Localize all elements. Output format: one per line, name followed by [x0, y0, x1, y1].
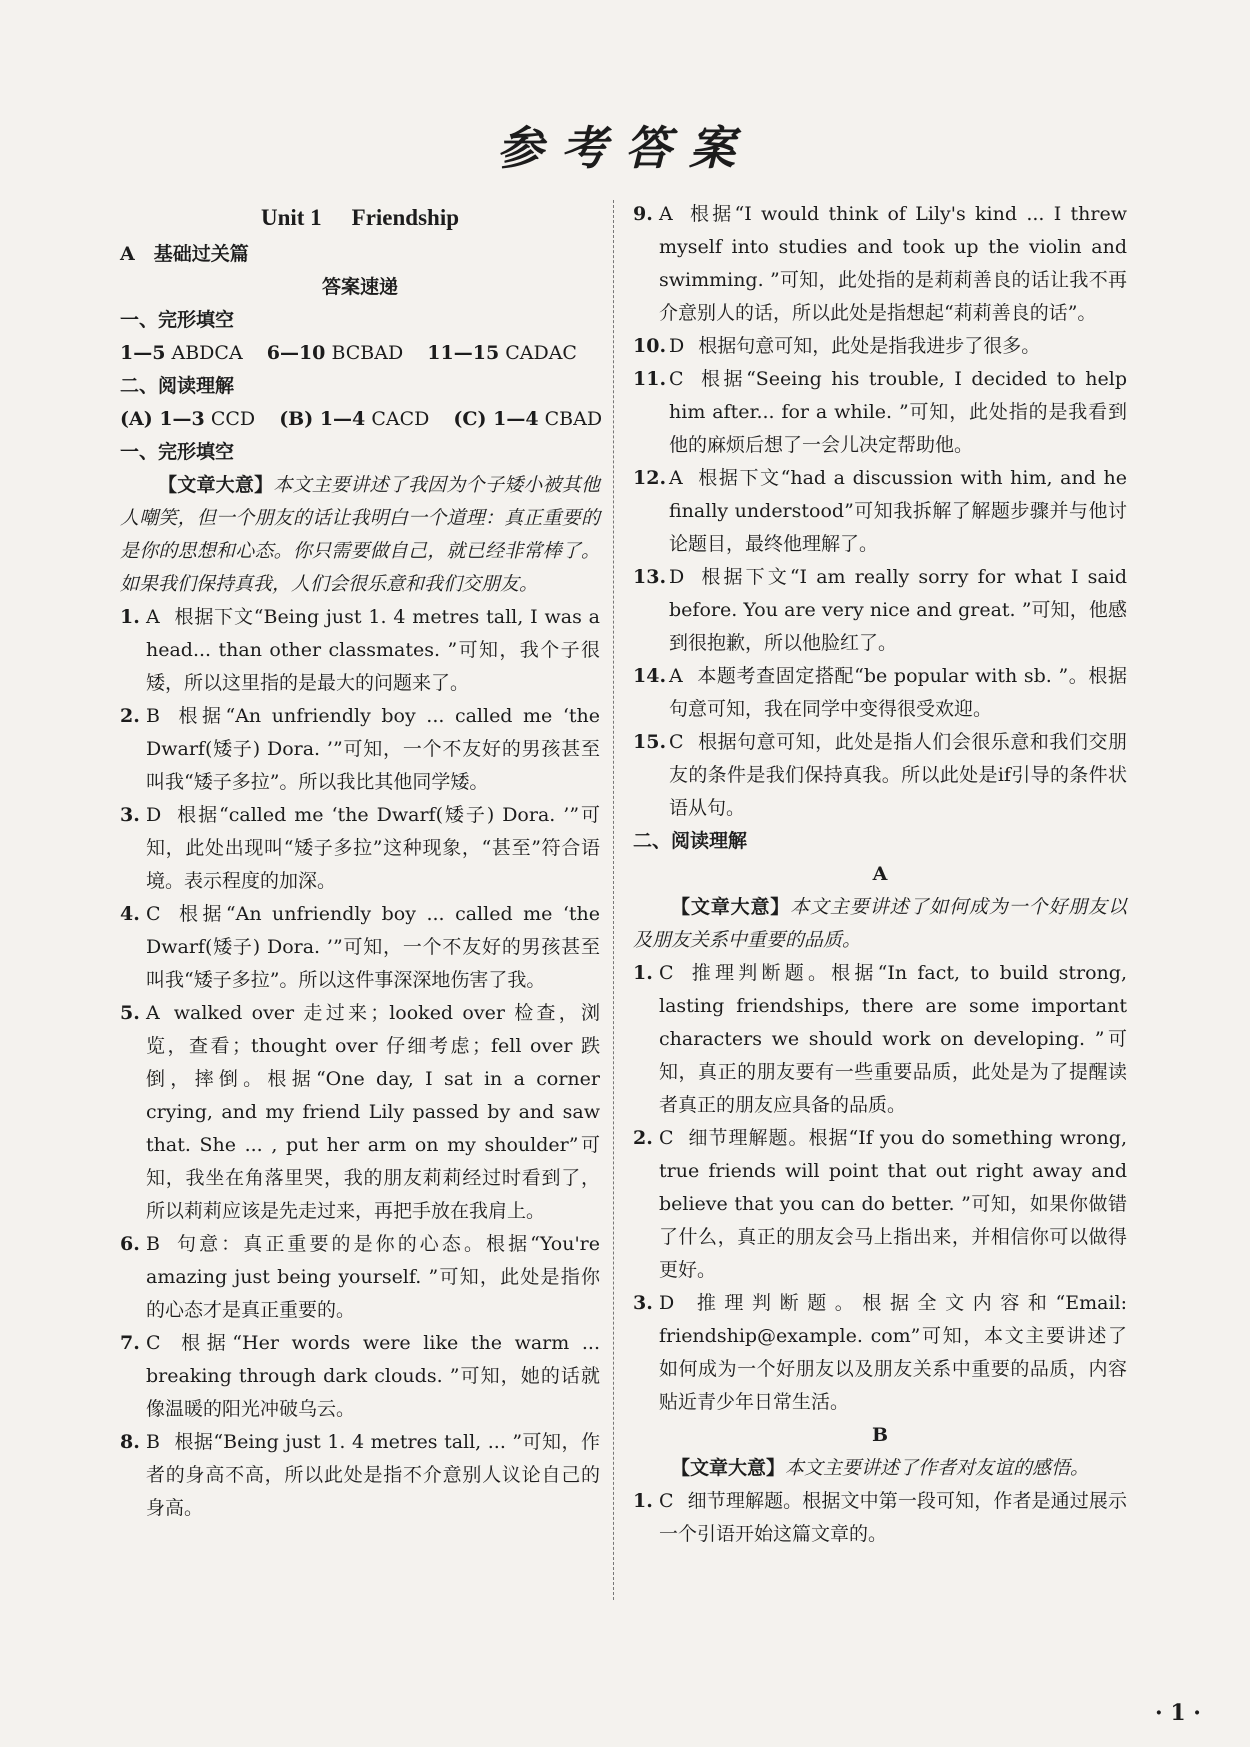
- item-number: 2.: [633, 1127, 653, 1149]
- answer-item: [120, 799, 600, 898]
- item-number: 12.: [633, 467, 667, 489]
- reading-detail-heading: 二、阅读理解: [633, 830, 748, 852]
- reading-answer-line: [120, 403, 603, 436]
- item-explanation: 根据下文“had a discussion with him, and he finally understood”可知我拆解了解题步骤并与他讨论题目，最终他理解了。: [669, 467, 1127, 555]
- item-choice: B: [146, 1233, 160, 1255]
- passage-a-heading: A: [872, 863, 888, 885]
- item-number: 9.: [633, 203, 653, 225]
- item-choice: C: [146, 903, 161, 925]
- answer-item: [633, 957, 1127, 1122]
- answer-range: 11—15: [427, 342, 500, 364]
- item-number: 5.: [120, 1002, 140, 1024]
- answer-item: [633, 198, 1127, 330]
- item-explanation: 句意：真正重要的是你的心态。根据“You're amazing just being yourself. ”可知，此处是指你的心态才是真正重要的。: [146, 1233, 600, 1321]
- item-choice: D: [146, 804, 162, 826]
- item-explanation: 推理判断题。根据全文内容和“Email: friendship@example. com”可知，本文主要讲述了如何成为一个好朋友以及朋友关系中重要的品质，内容贴近青少年日常生活。: [659, 1292, 1127, 1413]
- item-explanation: 细节理解题。根据文中第一段可知，作者是通过展示一个引语开始这篇文章的。: [659, 1490, 1127, 1545]
- answer-key: CADAC: [505, 342, 577, 364]
- item-number: 4.: [120, 903, 140, 925]
- item-explanation: 推理判断题。根据“In fact, to build strong, lasting friendships, there are some important characters we should work on developing. ”可知，真正的朋友要有一些重要品质，此处是为了提醒读者真正的朋友应具备的品质。: [659, 962, 1127, 1116]
- answer-range: (B) 1—4: [279, 408, 366, 430]
- left-column: [120, 198, 603, 1525]
- summary-text: 本文主要讲述了如何成为一个好朋友以及朋友关系中重要的品质。: [633, 896, 1127, 951]
- answer-key: CCD: [210, 408, 256, 430]
- item-number: 1.: [633, 1490, 653, 1512]
- item-choice: C: [669, 731, 684, 753]
- answer-item: [120, 898, 600, 997]
- item-explanation: 根据“I would think of Lily's kind ... I threw myself into studies and took up the violin and swimming. ”可知，此处指的是莉莉善良的话让我不再介意别人的话，所以此处是指想起“莉莉善良的话”。: [659, 203, 1127, 324]
- answer-key: BCBAD: [331, 342, 404, 364]
- unit-name: Friendship: [351, 205, 460, 230]
- item-explanation: 根据句意可知，此处是指人们会很乐意和我们交朋友的条件是我们保持真我。所以此处是if引导的条件状语从句。: [669, 731, 1127, 819]
- item-choice: D: [659, 1292, 675, 1314]
- item-choice: C: [659, 1490, 674, 1512]
- answer-item: [633, 330, 1127, 363]
- answer-range: 6—10: [266, 342, 326, 364]
- item-explanation: 根据句意可知，此处是指我进步了很多。: [698, 335, 1041, 357]
- item-explanation: 根据“Her words were like the warm ... breaking through dark clouds. ”可知，她的话就像温暖的阳光冲破乌云。: [146, 1332, 600, 1420]
- summary-lead: 【文章大意】: [671, 896, 791, 918]
- answer-range: (A) 1—3: [120, 408, 205, 430]
- answer-key: ABDCA: [171, 342, 243, 364]
- item-number: 2.: [120, 705, 140, 727]
- item-explanation: walked over 走过来；looked over 检查，浏览，查看；thought over 仔细考虑；fell over 跌倒，摔倒。根据“One day, I sat in a corner crying, and my friend Lily passed by and saw that. She ... , put her arm on my shoulder”可知，我坐在角落里哭，我的朋友莉莉经过时看到了，所以莉莉应该是先走过来，再把手放在我肩上。: [146, 1002, 600, 1222]
- quick-answers-heading: 答案速递: [321, 276, 398, 298]
- answer-item: [120, 1228, 600, 1327]
- item-explanation: 根据“Being just 1. 4 metres tall, ... ”可知，作者的身高不高，所以此处是指不介意别人议论自己的身高。: [146, 1431, 600, 1519]
- item-explanation: 根据下文“I am really sorry for what I said before. You are very nice and great. ”可知，他感到很抱歉，所以他脸红了。: [669, 566, 1127, 654]
- answer-item: [120, 700, 600, 799]
- item-explanation: 根据“An unfriendly boy ... called me ‘the Dwarf(矮子) Dora. ’”可知，一个不友好的男孩甚至叫我“矮子多拉”。所以我比其他同学矮。: [146, 705, 600, 793]
- item-choice: A: [669, 665, 683, 687]
- answer-item: [120, 1327, 600, 1426]
- item-explanation: 根据“Seeing his trouble, I decided to help him after... for a while. ”可知，此处指的是我看到他的麻烦后想了一会儿决定帮助他。: [669, 368, 1127, 456]
- unit-title: [120, 198, 600, 238]
- cloze-answer-line: [120, 337, 600, 370]
- item-number: 10.: [633, 335, 667, 357]
- item-choice: A: [146, 1002, 160, 1024]
- item-number: 1.: [120, 606, 140, 628]
- page-title: 参考答案: [497, 121, 753, 175]
- item-number: 13.: [633, 566, 667, 588]
- item-choice: B: [146, 1431, 160, 1453]
- answer-item: [633, 363, 1127, 462]
- answer-range: (C) 1—4: [453, 408, 539, 430]
- item-number: 1.: [633, 962, 653, 984]
- item-number: 3.: [633, 1292, 653, 1314]
- column-divider: [613, 200, 614, 1600]
- right-column: [633, 198, 1127, 1551]
- cloze-detail-heading: 一、完形填空: [120, 441, 235, 463]
- item-choice: A: [146, 606, 160, 628]
- item-number: 11.: [633, 368, 667, 390]
- item-number: 6.: [120, 1233, 140, 1255]
- answer-item: [633, 1485, 1127, 1551]
- item-choice: A: [669, 467, 683, 489]
- passage-b-heading: B: [871, 1424, 889, 1446]
- item-number: 14.: [633, 665, 667, 687]
- answer-item: [120, 997, 600, 1228]
- answer-item: [120, 601, 600, 700]
- item-explanation: 细节理解题。根据“If you do something wrong, true friends will point that out right away and believe that you can do better. ”可知，如果你做错了什么，真正的朋友会马上指出来，并相信你可以做得更好。: [659, 1127, 1127, 1281]
- passage-b-summary: [633, 1452, 1127, 1485]
- summary-lead: 【文章大意】: [671, 1457, 786, 1479]
- item-choice: C: [659, 962, 674, 984]
- answer-item: [120, 1426, 600, 1525]
- cloze-summary: [120, 469, 600, 601]
- item-explanation: 根据下文“Being just 1. 4 metres tall, I was a head... than other classmates. ”可知，我个子很矮，所以这里指的是最大的问题来了。: [146, 606, 600, 694]
- answer-item: [633, 561, 1127, 660]
- answer-item: [633, 660, 1127, 726]
- item-explanation: 根据“called me ‘the Dwarf(矮子) Dora. ’”可知，此处出现叫“矮子多拉”这种现象，“甚至”符合语境。表示程度的加深。: [146, 804, 600, 892]
- item-choice: D: [669, 335, 685, 357]
- section-a-heading: A 基础过关篇: [120, 243, 249, 265]
- answer-range: 1—5: [120, 342, 166, 364]
- item-choice: C: [146, 1332, 161, 1354]
- answer-key: CACD: [371, 408, 430, 430]
- answer-key: CBAD: [544, 408, 603, 430]
- item-explanation: 根据“An unfriendly boy ... called me ‘the Dwarf(矮子) Dora. ’”可知，一个不友好的男孩甚至叫我“矮子多拉”。所以这件事深深地伤害了我。: [146, 903, 600, 991]
- item-number: 8.: [120, 1431, 140, 1453]
- cloze-heading: 一、完形填空: [120, 309, 235, 331]
- item-choice: B: [146, 705, 160, 727]
- item-choice: C: [669, 368, 684, 390]
- item-number: 15.: [633, 731, 667, 753]
- item-number: 3.: [120, 804, 140, 826]
- summary-text: 本文主要讲述了作者对友谊的感悟。: [785, 1457, 1090, 1479]
- item-number: 7.: [120, 1332, 140, 1354]
- item-explanation: 本题考查固定搭配“be popular with sb. ”。根据句意可知，我在同学中变得很受欢迎。: [669, 665, 1127, 720]
- unit-label: Unit 1: [260, 205, 322, 230]
- page-number: · 1 ·: [1155, 1700, 1201, 1726]
- reading-heading: 二、阅读理解: [120, 375, 235, 397]
- answer-item: [633, 462, 1127, 561]
- passage-a-summary: [633, 891, 1127, 957]
- answer-item: [633, 1287, 1127, 1419]
- item-choice: D: [669, 566, 685, 588]
- summary-lead: 【文章大意】: [158, 474, 274, 496]
- answer-item: [633, 1122, 1127, 1287]
- item-choice: C: [659, 1127, 674, 1149]
- item-choice: A: [659, 203, 673, 225]
- summary-text: 本文主要讲述了我因为个子矮小被其他人嘲笑，但一个朋友的话让我明白一个道理：真正重要的是你的思想和心态。你只需要做自己，就已经非常棒了。如果我们保持真我，人们会很乐意和我们交朋友。: [120, 474, 600, 595]
- answer-item: [633, 726, 1127, 825]
